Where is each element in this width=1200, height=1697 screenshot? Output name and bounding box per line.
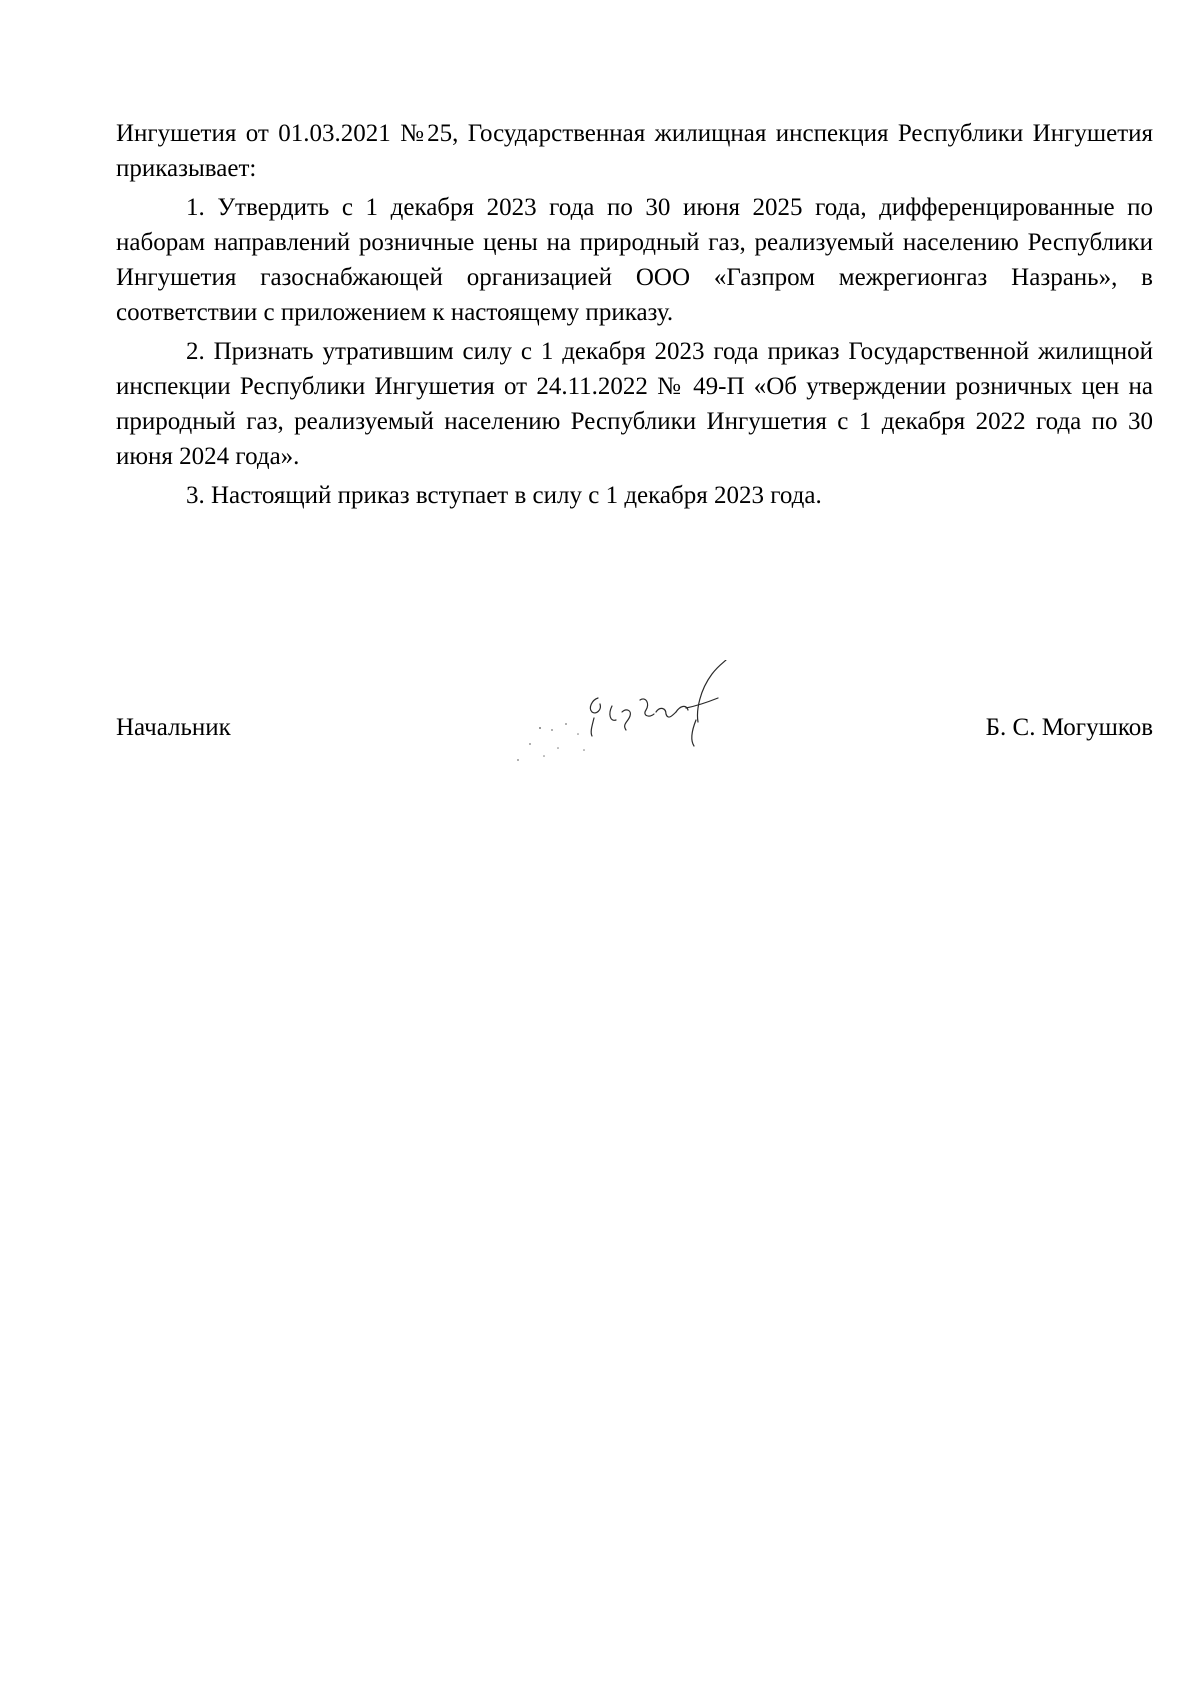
paragraph-item-2: 2. Признать утратившим силу с 1 декабря 2023 года приказ Государственной жилищной инспекции Республики Ингушетия от 24.11.2022 № 49-П «Об утверждении розничных цен на природный газ, реализуемый населению Республики Ингушетия с 1 декабря 2022 года по 30 июня 2024 года». bbox=[116, 338, 1153, 470]
handwritten-signature bbox=[500, 660, 770, 780]
paragraph-item-3: 3. Настоящий приказ вступает в силу с 1 декабря 2023 года. bbox=[186, 482, 822, 509]
signatory-name: Б. С. Могушков bbox=[985, 714, 1153, 741]
paragraph-item-1: 1. Утвердить с 1 декабря 2023 года по 30 июня 2025 года, дифференцированные по наборам направлений розничные цены на природный газ, реализуемый населению Республики Ингушетия газоснабжающей организацией ООО «Газпром межрегионгаз Назрань», в соответствии с приложением к настоящему приказу. bbox=[116, 194, 1153, 326]
document-body bbox=[116, 116, 1153, 517]
signatory-position: Начальник bbox=[116, 714, 231, 741]
paragraph-intro-continuation: Ингушетия от 01.03.2021 №25, Государственная жилищная инспекция Республики Ингушетия приказывает: bbox=[116, 120, 1153, 182]
